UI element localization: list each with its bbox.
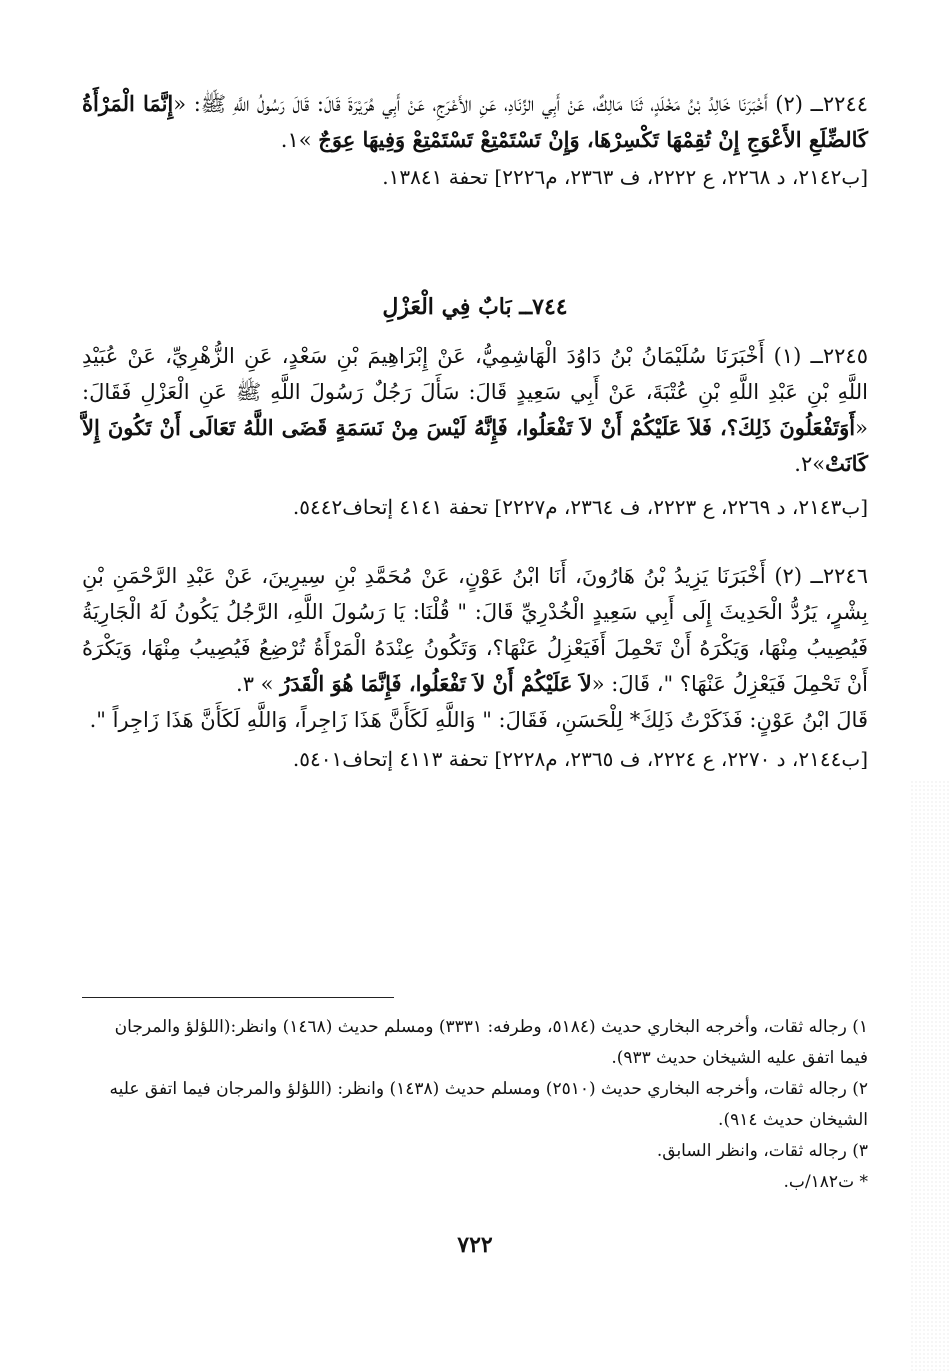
hadith-2244-matn: إِنَّمَا الْمَرْأَةُ كَالضِّلَعِ الأَعْوَجِ إِنْ تُقِمْهَا تَكْسِرْهَا، وَإِنْ تَسْتَمْتِعْ تَسْتَمْتِعْ وَفِيهَا عِوَجٌ	[82, 91, 868, 152]
hadith-2245-end: »٢.	[794, 452, 826, 476]
hadith-2245-isnad: ٢٢٤٥ــ (١) أَخْبَرَنَا سُلَيْمَانُ بْنُ دَاوُدَ الْهَاشِمِيُّ، عَنْ إِبْرَاهِيمَ بْنِ سَعْدٍ، عَنِ الزُّهْرِيِّ، عَنْ عُبَيْدِ اللَّهِ بْنِ عَبْدِ اللَّهِ بْنِ عُتْبَةَ، عَنْ أَبِي سَعِيدٍ قَالَ: سَأَلَ رَجُلٌ رَسُولَ اللَّهِ ﷺ عَنِ الْعَزْلِ فَقَالَ: «	[82, 344, 868, 440]
page-number: ٧٢٢	[457, 1232, 493, 1258]
footnote-3: ٣) رجاله ثقات، وانظر السابق.	[656, 1141, 868, 1161]
footnote-separator	[82, 997, 394, 998]
hadith-2246-addendum: قَالَ ابْنُ عَوْنٍ: فَذَكَرْتُ ذَلِكَ* لِلْحَسَنِ، فَقَالَ: " وَاللَّهِ لَكَأَنَّ هَذَا زَاجِراً، وَاللَّهِ لَكَأَنَّ هَذَا زَاجِراً ".	[89, 708, 868, 732]
chapter-heading: ٧٤٤ــ بَابٌ فِي الْعَزْلِ	[382, 294, 568, 320]
footnote-star: * ت١٨٢/ب.	[783, 1172, 868, 1192]
hadith-2244-end: »١.	[280, 128, 319, 152]
hadith-2244	[82, 86, 868, 194]
hadith-2244-text	[82, 86, 868, 158]
footnote-1: ١) رجاله ثقات، وأخرجه البخاري حديث (٥١٨٤، وطرفه: ٣٣٣١) ومسلم حديث (١٤٦٨) وانظر:(اللؤلؤ والمرجان فيما اتفق عليه الشيخان حديث ٩٣٣).	[114, 1017, 868, 1068]
hadith-2246-end: » ٣.	[236, 672, 281, 696]
hadith-2246-matn: لاَ عَلَيْكُمْ أَنْ لاَ تَفْعَلُوا، فَإِنَّمَا هُوَ الْقَدَرُ	[280, 671, 592, 696]
hadith-2246-references: [ب٢١٤٤، د ٢٢٧٠، ع ٢٢٢٤، ف ٢٣٦٥، م٢٢٢٨] تحفة ٤١١٣ إتحاف٥٤٠١.	[292, 747, 868, 771]
hadith-2245-text	[82, 338, 868, 482]
hadith-2245-references: [ب٢١٤٣، د ٢٢٦٩، ع ٢٢٢٣، ف ٢٣٦٤، م٢٢٢٧] تحفة ٤١٤١ إتحاف٥٤٤٢.	[292, 495, 868, 519]
hadith-2244-isnad: ٢٢٤٤ــ (٢) أَخْبَرَنَا خَالِدُ بْنُ مَخْلَدٍ، ثَنَا مَالِكٌ، عَنْ أَبِي الزِّنَادِ، عَنِ الأَعْرَجِ، عَنْ أَبِي هُرَيْرَةَ قَالَ: قَالَ رَسُولُ اللَّهِ ﷺ: «	[173, 92, 869, 116]
scan-noise	[910, 780, 950, 1371]
hadith-2245-matn: أَوَتَفْعَلُونَ ذَلِكَ؟، فَلاَ عَلَيْكُمْ أَنْ لاَ تَفْعَلُوا، فَإِنَّهُ لَيْسَ مِنْ نَسَمَةٍ قَضَى اللَّهُ تَعَالَى أَنْ تَكُونَ إِلاَّ كَانَتْ	[82, 415, 868, 476]
hadith-2245	[82, 338, 868, 524]
hadith-2246-isnad: ٢٢٤٦ــ (٢) أَخْبَرَنَا يَزِيدُ بْنُ هَارُونَ، أَنَا ابْنُ عَوْنٍ، عَنْ مُحَمَّدِ بْنِ سِيرِينَ، عَنْ عَبْدِ الرَّحْمَنِ بْنِ بِشْرٍ، يَرُدُّ الْحَدِيثَ إِلَى أَبِي سَعِيدٍ الْخُدْرِيِّ قَالَ: " قُلْنَا: يَا رَسُولَ اللَّهِ، الرَّجُلُ يَكُونُ لَهُ الْجَارِيَةُ فَيُصِيبُ مِنْهَا، وَيَكْرَهُ أَنْ تَحْمِلَ أَفَيَعْزِلُ عَنْهَا؟، وَتَكُونُ عِنْدَهُ الْمَرْأَةُ تُرْضِعُ فَيُصِيبُ مِنْهَا، وَيَكْرَهُ أَنْ تَحْمِلَ فَيَعْزِلُ عَنْهَا؟ "، قَالَ: «	[82, 564, 868, 696]
hadith-2246-text	[82, 558, 868, 702]
footnote-2: ٢) رجاله ثقات، وأخرجه البخاري حديث (٢٥١٠) ومسلم حديث (١٤٣٨) وانظر: (اللؤلؤ والمرجان فيما اتفق عليه الشيخان حديث ٩١٤).	[109, 1079, 868, 1130]
footnotes	[82, 1012, 868, 1198]
hadith-2246	[82, 558, 868, 776]
hadith-2244-references: [ب٢١٤٢، د ٢٢٦٨، ع ٢٢٢٢، ف ٢٣٦٣، م٢٢٢٦] تحفة ١٣٨٤١.	[382, 165, 868, 189]
